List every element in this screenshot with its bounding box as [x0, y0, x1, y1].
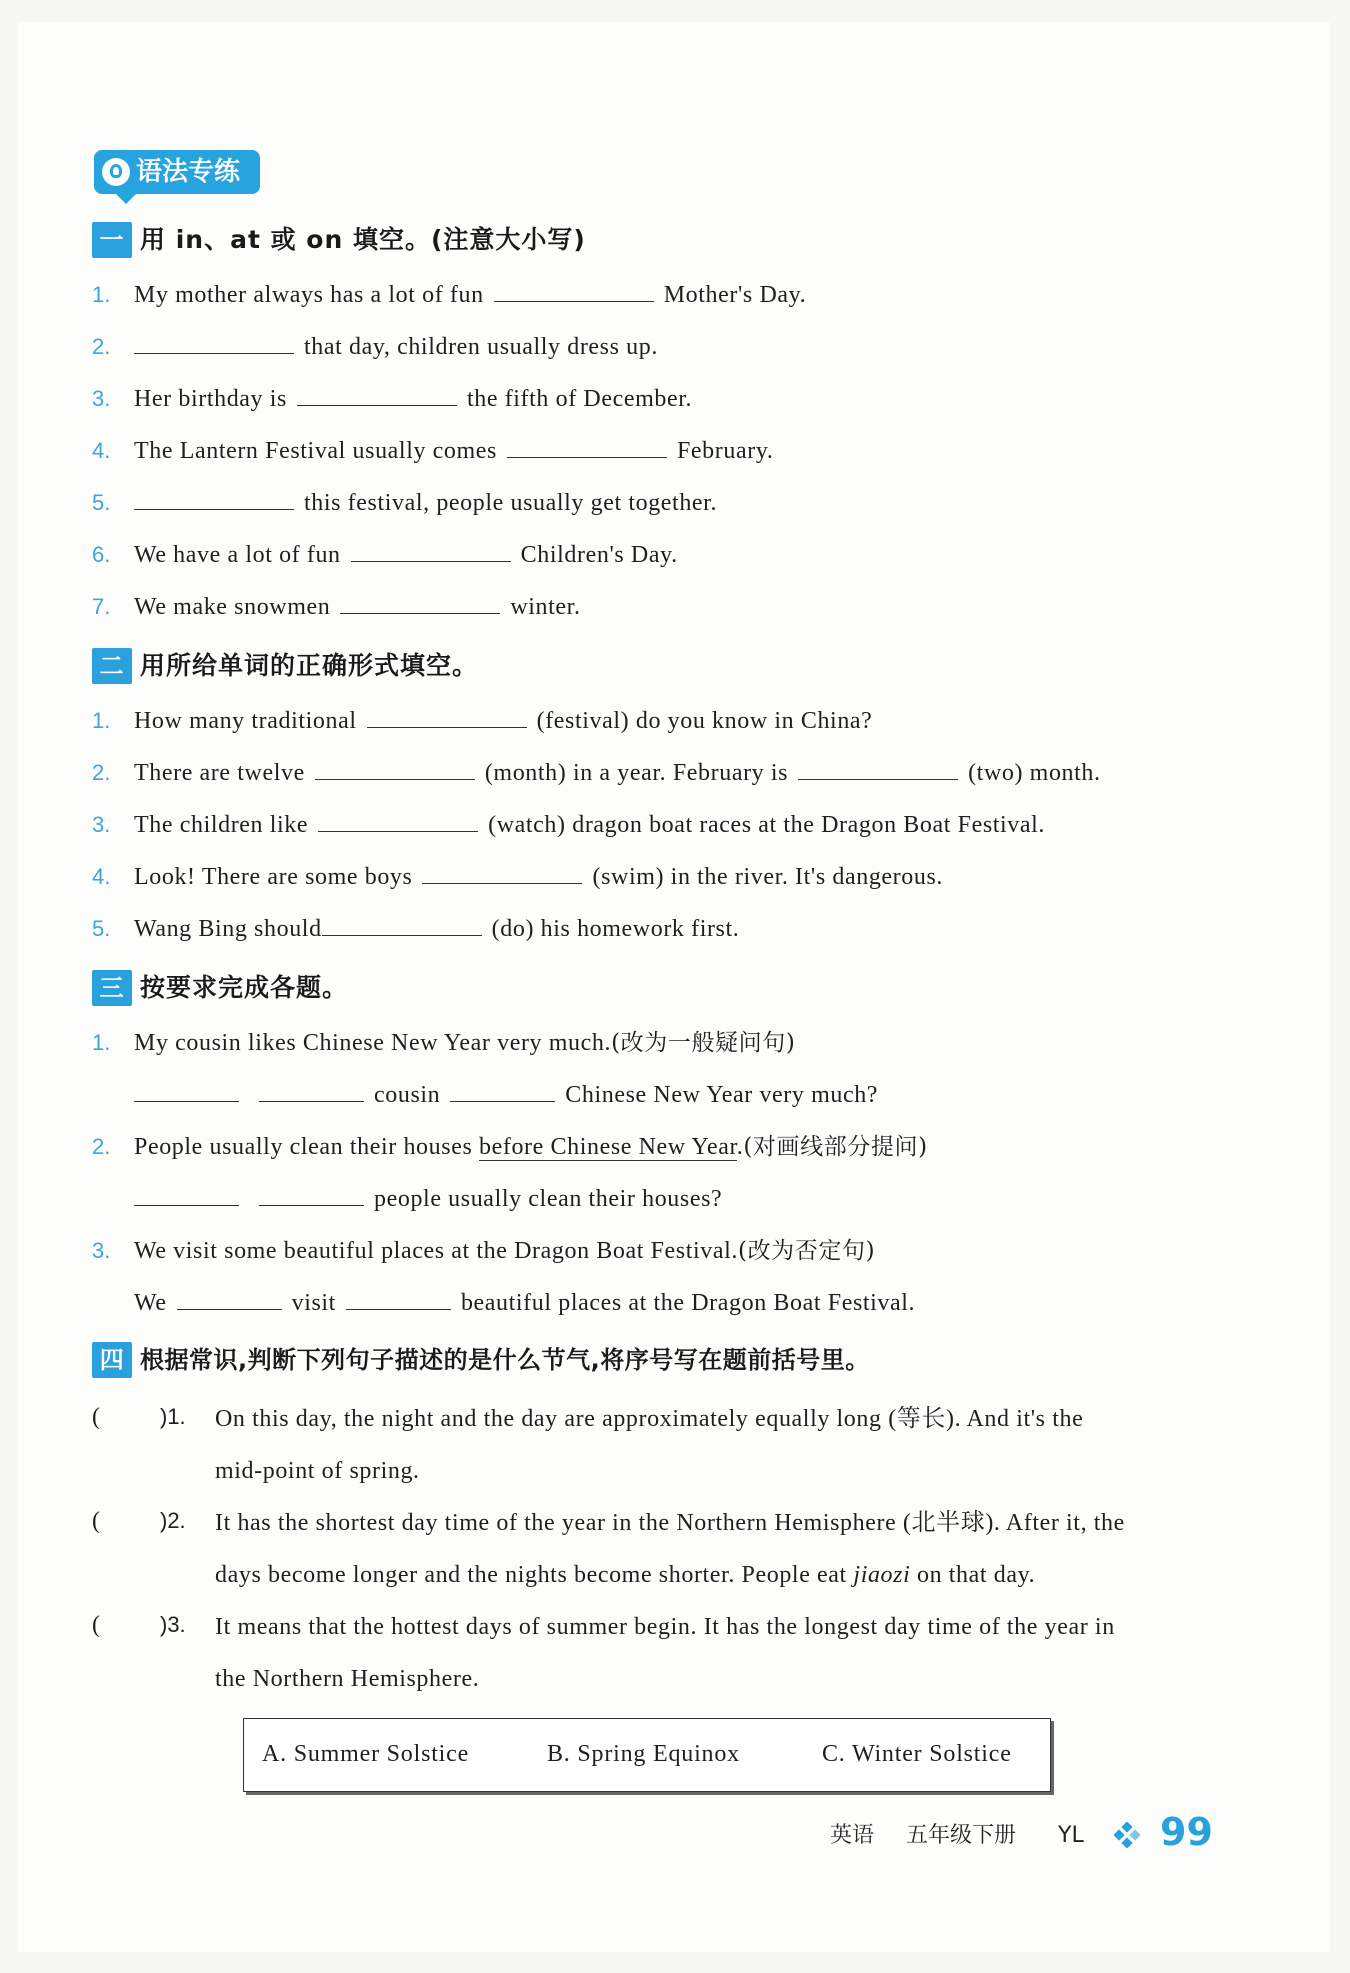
- footer-grade: 五年级下册: [906, 1823, 1017, 1848]
- underlined-phrase: before Chinese New Year: [479, 1134, 737, 1160]
- answer-blank[interactable]: [507, 437, 667, 458]
- q-number: 2.: [92, 1134, 111, 1159]
- answer-line: cousin Chinese New Year very much?: [134, 1080, 878, 1110]
- q-number: 2.: [92, 334, 111, 359]
- question-line: We have a lot of fun Children's Day.: [134, 542, 678, 568]
- footer-edition: YL: [1058, 1823, 1084, 1848]
- q-number: )1.: [160, 1404, 186, 1429]
- question-line: How many traditional (festival) do you know in China?: [134, 708, 873, 734]
- answer-blank[interactable]: [134, 1081, 239, 1102]
- question-line: mid-point of spring.: [215, 1458, 420, 1484]
- q-number: 1.: [92, 708, 111, 733]
- q-number: )3.: [160, 1612, 186, 1637]
- question-line: People usually clean their houses before Chinese New Year.(对画线部分提问): [134, 1134, 928, 1160]
- q-number: 2.: [92, 760, 111, 785]
- q-number: 3.: [92, 1238, 111, 1263]
- section-title: 语法专练: [136, 157, 241, 187]
- answer-blank[interactable]: [315, 759, 475, 780]
- section-title-badge: [94, 150, 260, 194]
- answer-blank[interactable]: [134, 489, 294, 510]
- part4-badge: 四: [92, 1342, 132, 1378]
- paren-open: (: [92, 1612, 100, 1638]
- answer-line: We visit beautiful places at the Dragon Boat Festival.: [134, 1290, 916, 1316]
- option-a: A. Summer Solstice: [262, 1741, 470, 1767]
- answer-blank[interactable]: [422, 863, 582, 884]
- q-number: )2.: [160, 1508, 186, 1533]
- question-line: the Northern Hemisphere.: [215, 1666, 480, 1692]
- answer-blank[interactable]: [367, 707, 527, 728]
- q-number: 3.: [92, 386, 111, 411]
- question-line: this festival, people usually get together.: [134, 488, 717, 518]
- question-line: On this day, the night and the day are approximately equally long (等长). And it's the: [215, 1406, 1084, 1432]
- question-line: that day, children usually dress up.: [134, 332, 658, 362]
- question-line: The Lantern Festival usually comes February.: [134, 438, 774, 464]
- q-number: 1.: [92, 282, 111, 307]
- answer-blank[interactable]: [322, 915, 482, 936]
- part3-badge: 三: [92, 970, 132, 1006]
- answer-blank[interactable]: [351, 541, 511, 562]
- q-number: 6.: [92, 542, 111, 567]
- paren-open: (: [92, 1508, 100, 1534]
- option-c: C. Winter Solstice: [822, 1741, 1012, 1767]
- q-number: 4.: [92, 864, 111, 889]
- question-line: My cousin likes Chinese New Year very much.(改为一般疑问句): [134, 1030, 796, 1056]
- answer-blank[interactable]: [798, 759, 958, 780]
- answer-blank[interactable]: [340, 593, 500, 614]
- part1-badge: 一: [92, 222, 132, 258]
- answer-blank[interactable]: [450, 1081, 555, 1102]
- question-line: Her birthday is the fifth of December.: [134, 386, 693, 412]
- part4-title: 根据常识,判断下列句子描述的是什么节气,将序号写在题前括号里。: [140, 1346, 870, 1374]
- answer-blank[interactable]: [494, 281, 654, 302]
- question-line: We visit some beautiful places at the Dragon Boat Festival.(改为否定句): [134, 1238, 876, 1264]
- question-line: There are twelve (month) in a year. February is (two) month.: [134, 760, 1101, 786]
- options-box: [243, 1718, 1051, 1792]
- part2-title: 用所给单词的正确形式填空。: [140, 651, 479, 680]
- q-number: 3.: [92, 812, 111, 837]
- lightbulb-icon: [102, 158, 130, 186]
- question-line: days become longer and the nights become shorter. People eat jiaozi on that day.: [215, 1562, 1036, 1588]
- q-number: 1.: [92, 1030, 111, 1055]
- answer-blank[interactable]: [318, 811, 478, 832]
- page-number: 99: [1160, 1810, 1213, 1854]
- part1-title: 用 in、at 或 on 填空。(注意大小写): [140, 225, 586, 254]
- question-line: Look! There are some boys (swim) in the river. It's dangerous.: [134, 864, 944, 890]
- question-line: It means that the hottest days of summer begin. It has the longest day time of the year in: [215, 1614, 1115, 1640]
- answer-blank[interactable]: [259, 1185, 364, 1206]
- question-line: We make snowmen winter.: [134, 594, 581, 620]
- q-number: 4.: [92, 438, 111, 463]
- answer-blank[interactable]: [134, 1185, 239, 1206]
- option-b: B. Spring Equinox: [547, 1741, 740, 1767]
- answer-blank[interactable]: [134, 333, 294, 354]
- answer-blank[interactable]: [259, 1081, 364, 1102]
- part1-header: [92, 222, 586, 258]
- question-line: It has the shortest day time of the year in the Northern Hemisphere (北半球). After it, the: [215, 1510, 1125, 1536]
- paren-open: (: [92, 1404, 100, 1430]
- q-number: 5.: [92, 916, 111, 941]
- answer-blank[interactable]: [346, 1289, 451, 1310]
- answer-blank[interactable]: [297, 385, 457, 406]
- question-line: Wang Bing should (do) his homework first.: [134, 916, 740, 942]
- part3-title: 按要求完成各题。: [140, 973, 349, 1002]
- answer-blank[interactable]: [177, 1289, 282, 1310]
- footer-subject: 英语: [830, 1823, 875, 1848]
- diamond-icon: [1114, 1822, 1140, 1848]
- q-number: 7.: [92, 594, 111, 619]
- part2-badge: 二: [92, 648, 132, 684]
- question-line: My mother always has a lot of fun Mother's Day.: [134, 282, 807, 308]
- answer-line: people usually clean their houses?: [134, 1184, 722, 1214]
- q-number: 5.: [92, 490, 111, 515]
- part4-header: [92, 1342, 870, 1378]
- part2-header: [92, 648, 478, 684]
- question-line: The children like (watch) dragon boat races at the Dragon Boat Festival.: [134, 812, 1046, 838]
- part3-header: [92, 970, 348, 1006]
